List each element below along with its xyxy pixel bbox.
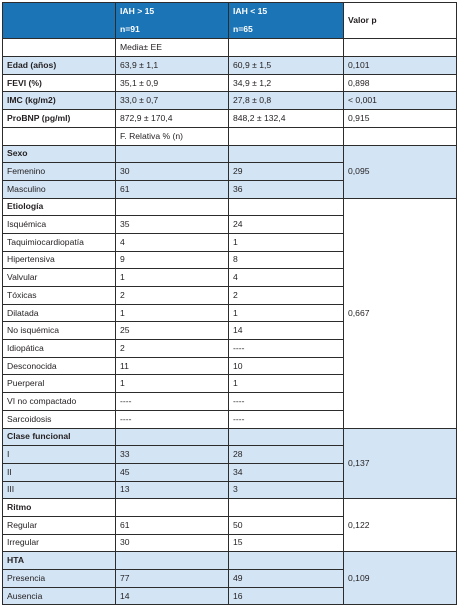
value-iah-high: 872,9 ± 170,4 (116, 110, 229, 128)
value-iah-high: 1 (116, 269, 229, 287)
value-iah-high: 61 (116, 516, 229, 534)
category-label: VI no compactado (3, 393, 116, 411)
category-label: Presencia (3, 570, 116, 588)
freq-subheader-blank-2 (229, 127, 344, 145)
group-blank-b (229, 499, 344, 517)
group-title-row (3, 428, 457, 446)
value-iah-high: 1 (116, 375, 229, 393)
value-iah-low: 16 (229, 587, 344, 605)
continuous-row (3, 92, 457, 110)
freq-subheader-label: F. Relativa % (n) (116, 127, 229, 145)
value-iah-high: ---- (116, 410, 229, 428)
value-iah-low: 29 (229, 163, 344, 181)
group-title: HTA (3, 552, 116, 570)
p-value: < 0,001 (344, 92, 457, 110)
mean-subheader-blank (3, 39, 116, 57)
continuous-row (3, 110, 457, 128)
value-iah-high: ---- (116, 393, 229, 411)
variable-label: FEVI (%) (3, 74, 116, 92)
value-iah-low: 8 (229, 251, 344, 269)
group-blank-a (116, 552, 229, 570)
header-group-iah-low-name: IAH < 15 (233, 6, 268, 16)
value-iah-low: 34 (229, 463, 344, 481)
category-label: Dilatada (3, 304, 116, 322)
category-label: Valvular (3, 269, 116, 287)
group-title-row (3, 499, 457, 517)
value-iah-high: 35,1 ± 0,9 (116, 74, 229, 92)
p-value: 0,898 (344, 74, 457, 92)
variable-label: IMC (kg/m2) (3, 92, 116, 110)
group-blank-a (116, 428, 229, 446)
continuous-row (3, 57, 457, 75)
value-iah-high: 9 (116, 251, 229, 269)
value-iah-high: 4 (116, 233, 229, 251)
header-group-iah-high-n: n=91 (120, 23, 140, 34)
mean-subheader-blank-3 (344, 39, 457, 57)
value-iah-high: 33 (116, 446, 229, 464)
value-iah-high: 30 (116, 163, 229, 181)
group-blank-b (229, 198, 344, 216)
value-iah-low: 60,9 ± 1,5 (229, 57, 344, 75)
category-label: Isquémica (3, 216, 116, 234)
header-row (3, 3, 457, 39)
category-label: Tóxicas (3, 287, 116, 305)
value-iah-low: 1 (229, 233, 344, 251)
group-blank-a (116, 198, 229, 216)
value-iah-high: 35 (116, 216, 229, 234)
category-label: Femenino (3, 163, 116, 181)
value-iah-low: 4 (229, 269, 344, 287)
group-title: Ritmo (3, 499, 116, 517)
category-label: Taquimiocardiopatía (3, 233, 116, 251)
value-iah-high: 77 (116, 570, 229, 588)
group-title: Clase funcional (3, 428, 116, 446)
value-iah-high: 30 (116, 534, 229, 552)
header-group-iah-low (229, 3, 344, 39)
continuous-row (3, 74, 457, 92)
header-blank-cell (3, 3, 116, 39)
p-value: 0,915 (344, 110, 457, 128)
group-p-value: 0,109 (344, 552, 457, 605)
category-label: Ausencia (3, 587, 116, 605)
variable-label: Edad (años) (3, 57, 116, 75)
value-iah-high: 13 (116, 481, 229, 499)
category-label: Puerperal (3, 375, 116, 393)
variable-label: ProBNP (pg/ml) (3, 110, 116, 128)
header-group-iah-high-name: IAH > 15 (120, 6, 155, 16)
value-iah-low: ---- (229, 340, 344, 358)
value-iah-high: 11 (116, 357, 229, 375)
value-iah-low: 28 (229, 446, 344, 464)
value-iah-low: ---- (229, 410, 344, 428)
value-iah-high: 25 (116, 322, 229, 340)
group-p-value: 0,122 (344, 499, 457, 552)
group-p-value: 0,667 (344, 198, 457, 428)
value-iah-low: 2 (229, 287, 344, 305)
category-label: Masculino (3, 180, 116, 198)
group-title: Sexo (3, 145, 116, 163)
value-iah-high: 14 (116, 587, 229, 605)
value-iah-high: 2 (116, 340, 229, 358)
header-group-iah-high (116, 3, 229, 39)
group-blank-b (229, 145, 344, 163)
results-table (2, 2, 457, 605)
group-blank-a (116, 499, 229, 517)
category-label: I (3, 446, 116, 464)
group-blank-b (229, 552, 344, 570)
value-iah-high: 33,0 ± 0,7 (116, 92, 229, 110)
group-p-value: 0,095 (344, 145, 457, 198)
value-iah-low: 50 (229, 516, 344, 534)
value-iah-low: 15 (229, 534, 344, 552)
value-iah-low: 3 (229, 481, 344, 499)
category-label: Idiopática (3, 340, 116, 358)
mean-subheader-blank-2 (229, 39, 344, 57)
value-iah-low: 34,9 ± 1,2 (229, 74, 344, 92)
value-iah-low: ---- (229, 393, 344, 411)
group-blank-b (229, 428, 344, 446)
p-value: 0,101 (344, 57, 457, 75)
freq-subheader-blank (3, 127, 116, 145)
value-iah-low: 848,2 ± 132,4 (229, 110, 344, 128)
group-title-row (3, 552, 457, 570)
value-iah-low: 36 (229, 180, 344, 198)
category-label: Irregular (3, 534, 116, 552)
value-iah-low: 1 (229, 375, 344, 393)
category-label: Hipertensiva (3, 251, 116, 269)
category-label: Sarcoidosis (3, 410, 116, 428)
category-label: Desconocida (3, 357, 116, 375)
value-iah-high: 45 (116, 463, 229, 481)
value-iah-low: 24 (229, 216, 344, 234)
value-iah-low: 14 (229, 322, 344, 340)
group-title: Etiología (3, 198, 116, 216)
value-iah-high: 1 (116, 304, 229, 322)
header-valor-p: Valor p (344, 3, 457, 39)
mean-subheader-row (3, 39, 457, 57)
group-p-value: 0,137 (344, 428, 457, 499)
category-label: II (3, 463, 116, 481)
value-iah-high: 2 (116, 287, 229, 305)
value-iah-low: 49 (229, 570, 344, 588)
group-title-row (3, 145, 457, 163)
header-group-iah-low-n: n=65 (233, 23, 253, 34)
value-iah-high: 63,9 ± 1,1 (116, 57, 229, 75)
category-label: Regular (3, 516, 116, 534)
value-iah-low: 27,8 ± 0,8 (229, 92, 344, 110)
value-iah-low: 1 (229, 304, 344, 322)
category-label: III (3, 481, 116, 499)
mean-subheader-label: Media± EE (116, 39, 229, 57)
group-title-row (3, 198, 457, 216)
category-label: No isquémica (3, 322, 116, 340)
value-iah-high: 61 (116, 180, 229, 198)
value-iah-low: 10 (229, 357, 344, 375)
group-blank-a (116, 145, 229, 163)
freq-subheader-blank-3 (344, 127, 457, 145)
freq-subheader-row (3, 127, 457, 145)
